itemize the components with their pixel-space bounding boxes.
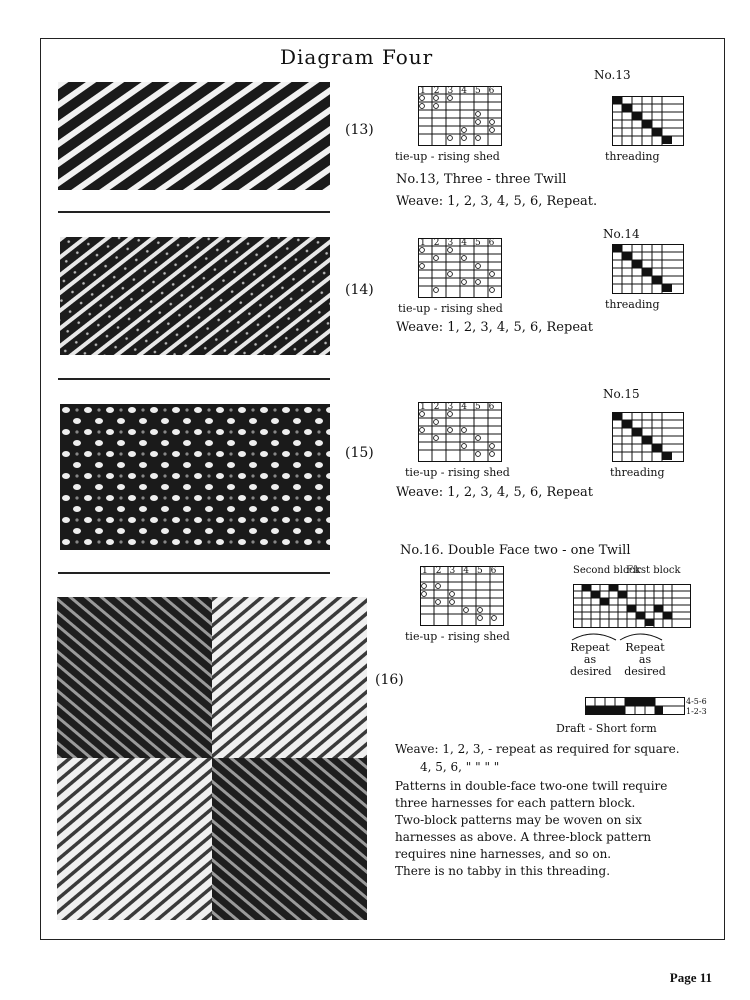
- note-line: Two-block patterns may be woven on six: [395, 813, 642, 827]
- fabric-swatch-15: [60, 404, 330, 550]
- weave-order-16-line1: Weave: 1, 2, 3, - repeat as required for square.: [395, 742, 680, 756]
- notes-paragraph: [395, 778, 715, 880]
- fabric-swatch-16: [57, 597, 367, 920]
- note-line: harnesses as above. A three-block pattern: [395, 830, 652, 844]
- divider: [58, 572, 330, 574]
- short-form-draft: [585, 697, 685, 717]
- block-first-label: First block: [626, 565, 681, 576]
- tieup-numbers-14: 123456: [420, 238, 503, 248]
- note-line: Patterns in double-face two-one twill require: [395, 779, 668, 793]
- threading-number-14: No.14: [603, 227, 640, 241]
- note-line: requires nine harnesses, and so on.: [395, 847, 612, 861]
- fabric-swatch-14: [60, 237, 330, 355]
- threading-grid-13: [612, 86, 684, 146]
- sample-label-15: (15): [345, 445, 374, 461]
- short-form-caption: Draft - Short form: [556, 722, 657, 735]
- threading-caption-14: threading: [605, 298, 660, 311]
- page-number: Page 11: [669, 970, 712, 985]
- tieup-caption-14: tie-up - rising shed: [398, 302, 503, 315]
- threading-number-13: No.13: [594, 68, 631, 82]
- repeat-right-label: Repeat as desired: [624, 641, 666, 678]
- threading-grid-16: [573, 584, 691, 628]
- short-form-top-label: 4-5-6: [686, 697, 707, 706]
- tieup-numbers-16: 123456: [422, 566, 505, 576]
- divider: [58, 378, 330, 380]
- weave-name-13: No.13, Three - three Twill: [396, 172, 567, 187]
- weave-order-14: Weave: 1, 2, 3, 4, 5, 6, Repeat: [396, 320, 593, 335]
- sample-label-13: (13): [345, 122, 374, 138]
- threading-grid-14: [612, 242, 684, 294]
- short-form-bottom-label: 1-2-3: [686, 707, 707, 716]
- sample-label-16: (16): [375, 672, 404, 688]
- page-title: Diagram Four: [280, 45, 434, 69]
- tieup-caption-15: tie-up - rising shed: [405, 466, 510, 479]
- block-second-label: Second block: [573, 565, 641, 576]
- tieup-numbers-15: 123456: [420, 402, 503, 412]
- fabric-swatch-13: [58, 82, 330, 190]
- threading-caption-15: threading: [610, 466, 665, 479]
- tieup-numbers-13: 123456: [420, 86, 503, 96]
- tieup-caption-16: tie-up - rising shed: [405, 630, 510, 643]
- repeat-left-label: Repeat as desired: [570, 641, 612, 678]
- weave-order-13: Weave: 1, 2, 3, 4, 5, 6, Repeat.: [396, 194, 598, 209]
- weave-order-15: Weave: 1, 2, 3, 4, 5, 6, Repeat: [396, 485, 593, 500]
- threading-caption-13: threading: [605, 150, 660, 163]
- tieup-caption-13: tie-up - rising shed: [395, 150, 500, 163]
- divider: [58, 211, 330, 213]
- sample-label-14: (14): [345, 282, 374, 298]
- weave-name-16: No.16. Double Face two - one Twill: [400, 543, 631, 558]
- threading-grid-15: [612, 404, 684, 462]
- threading-number-15: No.15: [603, 387, 640, 401]
- note-line: three harnesses for each pattern block.: [395, 796, 636, 810]
- weave-order-16-line2: 4, 5, 6, " " " ": [420, 760, 500, 774]
- note-line: There is no tabby in this threading.: [395, 864, 611, 878]
